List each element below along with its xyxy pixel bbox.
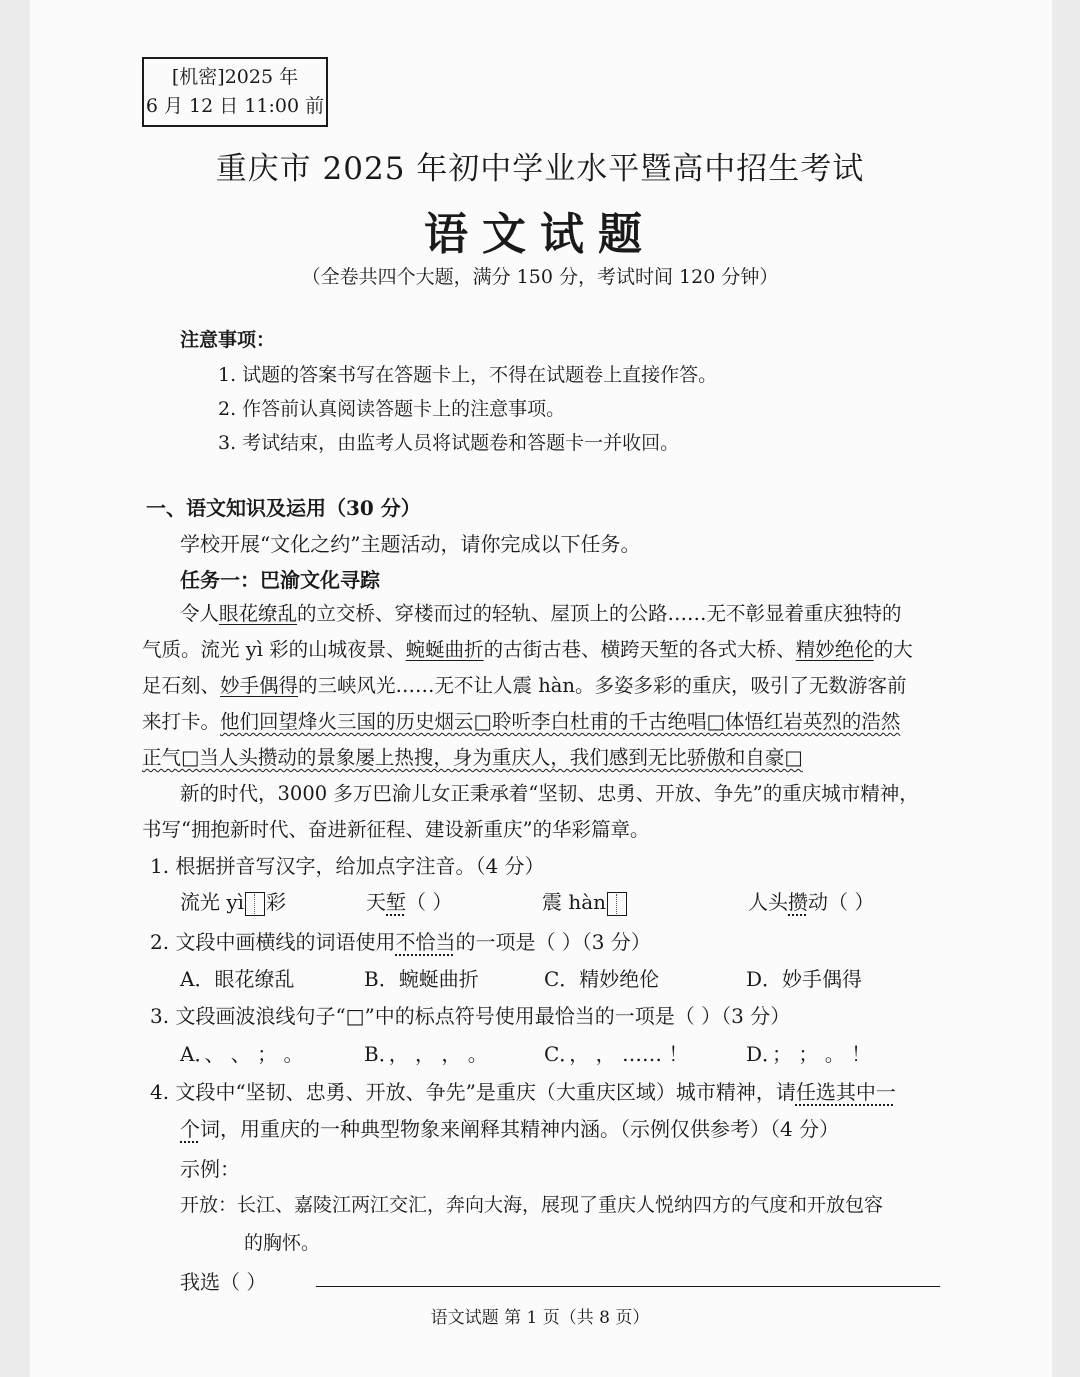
section-intro: 学校开展“文化之约”主题活动，请你完成以下任务。 bbox=[180, 532, 641, 556]
q4-text: 词，用重庆的一种典型物象来阐释其精神内涵。（示例仅供参考）（4 分） bbox=[200, 1117, 840, 1141]
passage-text: 的立交桥、穿楼而过的轻轨、屋顶上的公路……无不彰显着重庆独特的 bbox=[297, 602, 902, 625]
notice-item-2: 2. 作答前认真阅读答题卡上的注意事项。 bbox=[218, 398, 566, 420]
dotted-phrase: 任选其中一 bbox=[795, 1080, 896, 1104]
passage-text: 气质。流光 yì 彩的山城夜景、 bbox=[142, 638, 406, 661]
q3-option-d: D．； ； 。 ！ bbox=[746, 1042, 872, 1066]
q1-text: 人头 bbox=[748, 890, 788, 914]
q3-option-a: A．、 、 ； 。 bbox=[180, 1042, 304, 1066]
passage-line-7: 书写“拥抱新时代、奋进新征程、建设新重庆”的华彩篇章。 bbox=[142, 818, 650, 841]
notice-heading: 注意事项： bbox=[180, 329, 276, 351]
passage-text: 来打卡。 bbox=[142, 710, 221, 733]
q2-option-b: B．蜿蜒曲折 bbox=[364, 967, 479, 991]
passage-text: 的大 bbox=[873, 638, 913, 661]
subject-title: 语文试题 bbox=[424, 209, 656, 260]
dotted-char: 攒 bbox=[788, 890, 808, 914]
wavy-sentence: 他们回望烽火三国的历史烟云□聆听李白杜甫的千古绝唱□体悟红岩英烈的浩然 bbox=[220, 710, 901, 733]
task-heading: 任务一：巴渝文化寻踪 bbox=[180, 568, 380, 592]
dotted-phrase: 不恰当 bbox=[395, 930, 456, 954]
q1-text: 彩 bbox=[266, 890, 287, 914]
passage-line-5 bbox=[142, 742, 942, 770]
dotted-char: 堑 bbox=[386, 890, 406, 914]
q2-option-c: C．精妙绝伦 bbox=[544, 967, 660, 991]
confidential-line-1: [机密]2025 年 bbox=[171, 66, 299, 88]
section-heading: 一、语文知识及运用（30 分） bbox=[146, 496, 421, 520]
confidential-line-2: 6 月 12 日 11:00 前 bbox=[145, 95, 325, 117]
notice-item-1: 1. 试题的答案书写在答题卡上，不得在试题卷上直接作答。 bbox=[218, 364, 718, 386]
underlined-phrase: 眼花缭乱 bbox=[219, 602, 298, 625]
q2-option-a: A．眼花缭乱 bbox=[180, 967, 295, 991]
question-1-item-2 bbox=[366, 886, 452, 915]
q3-option-c: C．， ， …… ！ bbox=[544, 1042, 689, 1066]
question-1-item-1 bbox=[180, 886, 286, 916]
passage-text: 的古街古巷、横跨天堑的各式大桥、 bbox=[483, 638, 796, 661]
passage-text: 的三峡风光……无不让人震 hàn。多姿多彩的重庆，吸引了无数游客前 bbox=[298, 674, 907, 697]
wavy-sentence: 正气□当人头攒动的景象屡上热搜，身为重庆人，我们感到无比骄傲和自豪□ bbox=[142, 746, 803, 769]
q2-text: 2. 文段中画横线的词语使用 bbox=[150, 930, 396, 954]
q1-pinyin: 流光 yì bbox=[180, 890, 245, 914]
q1-pinyin: 震 hàn bbox=[542, 890, 607, 914]
q4-example-label: 示例： bbox=[180, 1157, 240, 1181]
passage-line-3 bbox=[142, 670, 942, 698]
question-1-stem: 1. 根据拼音写汉字，给加点字注音。（4 分） bbox=[150, 854, 545, 878]
question-2-stem bbox=[150, 926, 651, 955]
q4-text: 4. 文段中“坚韧、忠勇、开放、争先”是重庆（大重庆区域）城市精神，请 bbox=[150, 1080, 796, 1104]
char-box bbox=[607, 892, 627, 916]
passage-text: 令人 bbox=[180, 602, 220, 625]
q1-blank: 动（ ） bbox=[808, 890, 875, 914]
q2-option-d: D．妙手偶得 bbox=[746, 967, 863, 991]
passage-line-4 bbox=[142, 706, 942, 734]
page-footer: 语文试题 第 1 页（共 8 页） bbox=[430, 1308, 650, 1328]
passage-line-1 bbox=[180, 598, 980, 626]
question-4-stem-line-1 bbox=[150, 1076, 896, 1105]
q4-choose-label: 我选（ ） bbox=[180, 1270, 267, 1294]
question-4-stem-line-2 bbox=[180, 1113, 839, 1142]
exam-title: 重庆市 2025 年初中学业水平暨高中招生考试 bbox=[215, 151, 865, 187]
question-3-stem: 3. 文段画波浪线句子“□”中的标点符号使用最恰当的一项是（ ）（3 分） bbox=[150, 1004, 791, 1028]
question-1-item-3 bbox=[542, 886, 628, 916]
passage-line-6: 新的时代，3000 多万巴渝儿女正秉承着“坚韧、忠勇、开放、争先”的重庆城市精神， bbox=[180, 782, 919, 805]
answer-line bbox=[316, 1286, 940, 1287]
notice-item-3: 3. 考试结束，由监考人员将试题卷和答题卡一并收回。 bbox=[218, 432, 680, 454]
underlined-phrase: 蜿蜒曲折 bbox=[405, 638, 484, 661]
underlined-phrase: 妙手偶得 bbox=[220, 674, 299, 697]
passage-line-2 bbox=[142, 634, 942, 662]
q2-text: 的一项是（ ）（3 分） bbox=[455, 930, 651, 954]
char-box bbox=[245, 892, 265, 916]
underlined-phrase: 精妙绝伦 bbox=[795, 638, 874, 661]
confidential-stamp bbox=[142, 57, 328, 127]
q1-blank: （ ） bbox=[406, 890, 453, 914]
passage-text: 足石刻、 bbox=[142, 674, 221, 697]
dotted-char: 个 bbox=[180, 1117, 200, 1141]
q1-text: 天 bbox=[366, 890, 386, 914]
q4-example-line-2: 的胸怀。 bbox=[244, 1232, 321, 1254]
exam-info: （全卷共四个大题，满分 150 分，考试时间 120 分钟） bbox=[301, 266, 779, 288]
question-1-item-4 bbox=[748, 886, 874, 915]
q3-option-b: B．， ， ， 。 bbox=[364, 1042, 488, 1066]
q4-example-line-1: 开放：长江、嘉陵江两江交汇，奔向大海，展现了重庆人悦纳四方的气度和开放包容 bbox=[180, 1194, 884, 1216]
